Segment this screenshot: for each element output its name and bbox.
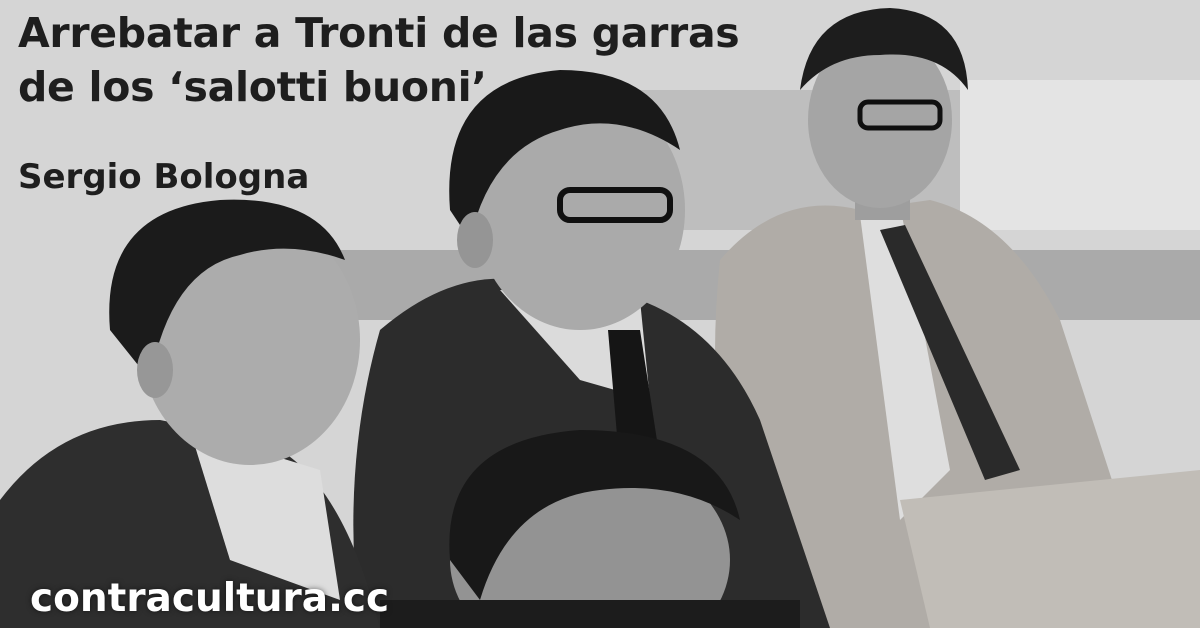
headline-line-2: de los ‘salotti buoni’ xyxy=(18,63,487,111)
site-url[interactable]: contracultura.cc xyxy=(30,576,390,621)
author-name: Sergio Bologna xyxy=(18,157,310,197)
headline xyxy=(18,6,739,114)
headline-line-1: Arrebatar a Tronti de las garras xyxy=(18,9,740,57)
